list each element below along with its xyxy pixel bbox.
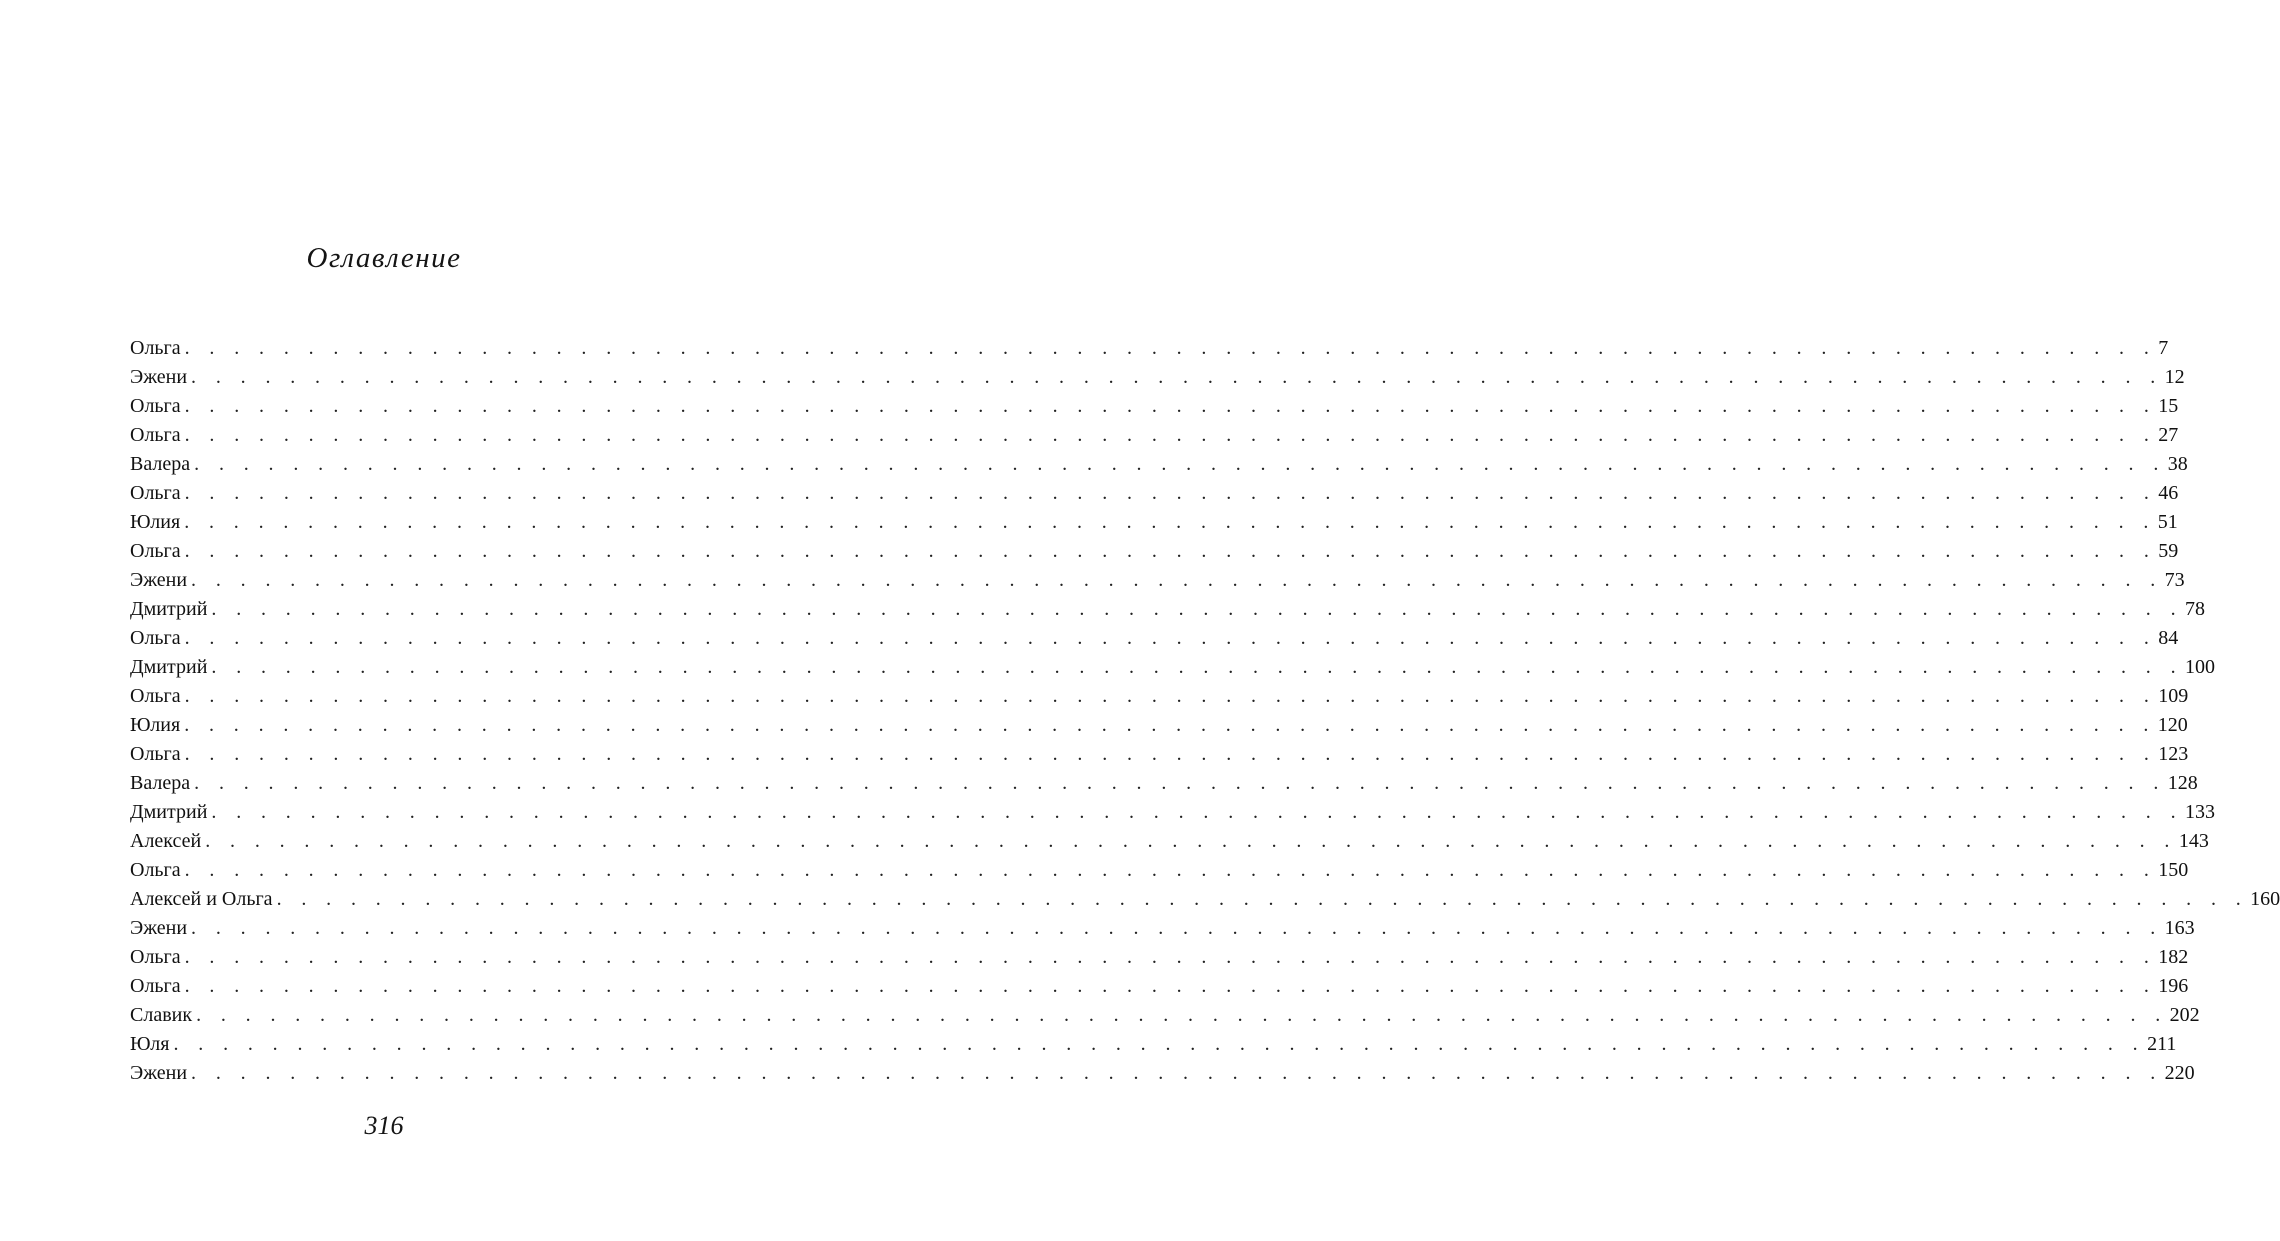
toc-entry-title: Ольга: [130, 859, 181, 881]
dot-leader: . . . . . . . . . . . . . . . . . . . . . . . . . . . . . . . . . . . . . . . . . . . . . . . . . . . . . . . . . . . . . . . . . . . . . . . . . . . . . . . .: [184, 337, 2157, 359]
toc-entry-page: 27: [2158, 424, 2179, 446]
dot-leader: . . . . . . . . . . . . . . . . . . . . . . . . . . . . . . . . . . . . . . . . . . . . . . . . . . . . . . . . . . . . . . . . . . . . . . . . . . . . . . . .: [184, 395, 2157, 417]
toc-entry-title: Валера: [130, 772, 191, 794]
toc-entry: [130, 798, 2216, 827]
dot-leader: . . . . . . . . . . . . . . . . . . . . . . . . . . . . . . . . . . . . . . . . . . . . . . . . . . . . . . . . . . . . . . . . . . . . . . . . . . . . . . . .: [184, 511, 2156, 533]
toc-entry-title: Юлия: [130, 511, 181, 533]
toc-entry-title: Эжени: [130, 917, 188, 939]
toc-entry: [130, 363, 2185, 392]
toc-entry: [130, 711, 2188, 740]
toc-entry: [130, 740, 2189, 769]
toc-entry: [130, 856, 2189, 885]
page-number: 316: [364, 1111, 404, 1140]
toc-entry-page: 150: [2158, 859, 2189, 881]
dot-leader: . . . . . . . . . . . . . . . . . . . . . . . . . . . . . . . . . . . . . . . . . . . . . . . . . . . . . . . . . . . . . . . . . . . . . . . . . . . . . . . .: [211, 656, 2184, 678]
dot-leader: . . . . . . . . . . . . . . . . . . . . . . . . . . . . . . . . . . . . . . . . . . . . . . . . . . . . . . . . . . . . . . . . . . . . . . . . . . . . . . . .: [184, 714, 2156, 736]
toc-entry: [130, 1030, 2177, 1059]
toc-entry: [130, 479, 2179, 508]
toc-entry: [130, 827, 2209, 856]
toc-entry: [130, 885, 2280, 914]
toc-entry-title: Дмитрий: [130, 801, 208, 823]
dot-leader: . . . . . . . . . . . . . . . . . . . . . . . . . . . . . . . . . . . . . . . . . . . . . . . . . . . . . . . . . . . . . . . . . . . . . . . . . . . . . . . .: [191, 366, 2163, 388]
toc-entry-title: Дмитрий: [130, 656, 208, 678]
dot-leader: . . . . . . . . . . . . . . . . . . . . . . . . . . . . . . . . . . . . . . . . . . . . . . . . . . . . . . . . . . . . . . . . . . . . . . . . . . . . . . . .: [184, 946, 2157, 968]
toc-entry-page: 109: [2158, 685, 2189, 707]
toc-entry-title: Ольга: [130, 685, 181, 707]
toc-entry-page: 143: [2178, 830, 2209, 852]
toc-entry-title: Ольга: [130, 946, 181, 968]
toc-entry-title: Дмитрий: [130, 598, 208, 620]
toc-entry: [130, 450, 2188, 479]
toc-entry-page: 78: [2185, 598, 2206, 620]
toc-entry-title: Алексей: [130, 830, 202, 852]
dot-leader: . . . . . . . . . . . . . . . . . . . . . . . . . . . . . . . . . . . . . . . . . . . . . . . . . . . . . . . . . . . . . . . . . . . . . . . . . . . . . . . .: [184, 685, 2157, 707]
dot-leader: . . . . . . . . . . . . . . . . . . . . . . . . . . . . . . . . . . . . . . . . . . . . . . . . . . . . . . . . . . . . . . . . . . . . . . . . . . . . . . . .: [191, 1062, 2163, 1084]
toc-entry-page: 7: [2158, 337, 2169, 359]
toc-entry-page: 196: [2158, 975, 2189, 997]
toc-entry-title: Ольга: [130, 337, 181, 359]
dot-leader: . . . . . . . . . . . . . . . . . . . . . . . . . . . . . . . . . . . . . . . . . . . . . . . . . . . . . . . . . . . . . . . . . . . . . . . . . . . . . . . .: [194, 453, 2166, 475]
toc-entry-page: 46: [2158, 482, 2179, 504]
dot-leader: . . . . . . . . . . . . . . . . . . . . . . . . . . . . . . . . . . . . . . . . . . . . . . . . . . . . . . . . . . . . . . . . . . . . . . . . . . . . . . . .: [184, 627, 2157, 649]
toc-entry: [130, 1059, 2195, 1088]
dot-leader: . . . . . . . . . . . . . . . . . . . . . . . . . . . . . . . . . . . . . . . . . . . . . . . . . . . . . . . . . . . . . . . . . . . . . . . . . . . . . . . .: [184, 424, 2157, 446]
toc-entry-title: Ольга: [130, 743, 181, 765]
toc-entry-page: 73: [2164, 569, 2185, 591]
toc-entry-title: Алексей и Ольга: [130, 888, 273, 910]
toc-entry-title: Юлия: [130, 714, 181, 736]
toc-entry-page: 128: [2167, 772, 2198, 794]
toc-entry: [130, 972, 2189, 1001]
toc-entry: [130, 595, 2206, 624]
dot-leader: . . . . . . . . . . . . . . . . . . . . . . . . . . . . . . . . . . . . . . . . . . . . . . . . . . . . . . . . . . . . . . . . . . . . . . . . . . . . . . . .: [173, 1033, 2146, 1055]
toc-entry-page: 38: [2167, 453, 2188, 475]
toc-entry-page: 51: [2157, 511, 2178, 533]
page-title: Оглавление: [306, 242, 462, 274]
toc-entry-title: Эжени: [130, 569, 188, 591]
toc-entry-title: Ольга: [130, 424, 181, 446]
dot-leader: . . . . . . . . . . . . . . . . . . . . . . . . . . . . . . . . . . . . . . . . . . . . . . . . . . . . . . . . . . . . . . . . . . . . . . . . . . . . . . . .: [194, 772, 2166, 794]
dot-leader: . . . . . . . . . . . . . . . . . . . . . . . . . . . . . . . . . . . . . . . . . . . . . . . . . . . . . . . . . . . . . . . . . . . . . . . . . . . . . . . .: [184, 859, 2157, 881]
toc-entry-title: Эжени: [130, 366, 188, 388]
toc-entry-title: Славик: [130, 1004, 193, 1026]
toc-entry-page: 220: [2164, 1062, 2195, 1084]
toc-entry-title: Валера: [130, 453, 191, 475]
toc-entry-page: 202: [2169, 1004, 2200, 1026]
dot-leader: . . . . . . . . . . . . . . . . . . . . . . . . . . . . . . . . . . . . . . . . . . . . . . . . . . . . . . . . . . . . . . . . . . . . . . . . . . . . . . . .: [184, 540, 2157, 562]
table-of-contents: [130, 334, 2280, 1088]
toc-entry: [130, 914, 2195, 943]
dot-leader: . . . . . . . . . . . . . . . . . . . . . . . . . . . . . . . . . . . . . . . . . . . . . . . . . . . . . . . . . . . . . . . . . . . . . . . . . . . . . . . .: [276, 888, 2249, 910]
toc-entry: [130, 537, 2179, 566]
toc-entry-title: Юля: [130, 1033, 170, 1055]
toc-entry: [130, 392, 2179, 421]
toc-entry-page: 182: [2158, 946, 2189, 968]
toc-entry-title: Ольга: [130, 395, 181, 417]
dot-leader: . . . . . . . . . . . . . . . . . . . . . . . . . . . . . . . . . . . . . . . . . . . . . . . . . . . . . . . . . . . . . . . . . . . . . . . . . . . . . . . .: [184, 482, 2157, 504]
toc-entry: [130, 334, 2169, 363]
toc-entry: [130, 508, 2178, 537]
toc-entry-page: 211: [2147, 1033, 2177, 1055]
toc-entry: [130, 1001, 2200, 1030]
toc-entry: [130, 653, 2216, 682]
toc-entry-page: 133: [2185, 801, 2216, 823]
dot-leader: . . . . . . . . . . . . . . . . . . . . . . . . . . . . . . . . . . . . . . . . . . . . . . . . . . . . . . . . . . . . . . . . . . . . . . . . . . . . . . . .: [205, 830, 2177, 852]
toc-entry-page: 120: [2157, 714, 2188, 736]
toc-entry: [130, 682, 2189, 711]
toc-entry-page: 100: [2185, 656, 2216, 678]
toc-entry: [130, 624, 2179, 653]
toc-entry: [130, 943, 2189, 972]
toc-entry-title: Ольга: [130, 482, 181, 504]
toc-entry-title: Эжени: [130, 1062, 188, 1084]
dot-leader: . . . . . . . . . . . . . . . . . . . . . . . . . . . . . . . . . . . . . . . . . . . . . . . . . . . . . . . . . . . . . . . . . . . . . . . . . . . . . . . .: [191, 569, 2163, 591]
dot-leader: . . . . . . . . . . . . . . . . . . . . . . . . . . . . . . . . . . . . . . . . . . . . . . . . . . . . . . . . . . . . . . . . . . . . . . . . . . . . . . . .: [191, 917, 2163, 939]
toc-entry-title: Ольга: [130, 627, 181, 649]
toc-entry-page: 84: [2158, 627, 2179, 649]
dot-leader: . . . . . . . . . . . . . . . . . . . . . . . . . . . . . . . . . . . . . . . . . . . . . . . . . . . . . . . . . . . . . . . . . . . . . . . . . . . . . . . .: [211, 801, 2184, 823]
toc-entry: [130, 566, 2185, 595]
dot-leader: . . . . . . . . . . . . . . . . . . . . . . . . . . . . . . . . . . . . . . . . . . . . . . . . . . . . . . . . . . . . . . . . . . . . . . . . . . . . . . . .: [196, 1004, 2168, 1026]
toc-entry: [130, 769, 2198, 798]
toc-entry-title: Ольга: [130, 540, 181, 562]
dot-leader: . . . . . . . . . . . . . . . . . . . . . . . . . . . . . . . . . . . . . . . . . . . . . . . . . . . . . . . . . . . . . . . . . . . . . . . . . . . . . . . .: [211, 598, 2184, 620]
toc-entry-page: 12: [2164, 366, 2185, 388]
toc-entry: [130, 421, 2179, 450]
dot-leader: . . . . . . . . . . . . . . . . . . . . . . . . . . . . . . . . . . . . . . . . . . . . . . . . . . . . . . . . . . . . . . . . . . . . . . . . . . . . . . . .: [184, 975, 2157, 997]
toc-entry-page: 59: [2158, 540, 2179, 562]
toc-entry-title: Ольга: [130, 975, 181, 997]
dot-leader: . . . . . . . . . . . . . . . . . . . . . . . . . . . . . . . . . . . . . . . . . . . . . . . . . . . . . . . . . . . . . . . . . . . . . . . . . . . . . . . .: [184, 743, 2157, 765]
toc-entry-page: 15: [2158, 395, 2179, 417]
toc-entry-page: 160: [2250, 888, 2280, 910]
toc-entry-page: 163: [2164, 917, 2195, 939]
toc-entry-page: 123: [2158, 743, 2189, 765]
